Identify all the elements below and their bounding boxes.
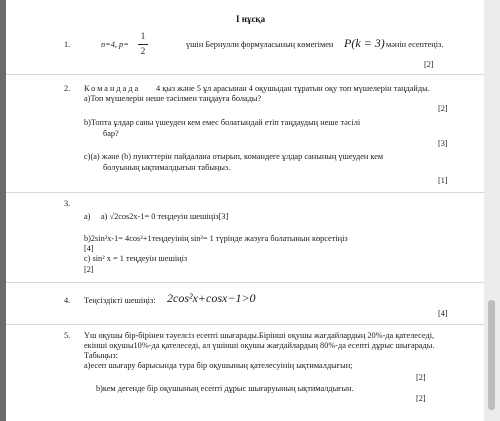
divider bbox=[6, 192, 484, 193]
q2-lead: Командада bbox=[84, 84, 141, 93]
q2-part-b-line1: b)Топта ұлдар саны үшеуден кем емес болатындай етіп таңдаудың неше тәсілі bbox=[84, 118, 361, 127]
q1-text-end: мәнін есептеңіз. bbox=[386, 40, 444, 49]
q5-line2: екінші оқушы10%-да қателеседі, ал үшінші оқушы жағдайлардың 80%-да есепті дұрыс шығарады. bbox=[84, 341, 435, 350]
q5-part-b-mark: [2] bbox=[416, 394, 426, 403]
vertical-scrollbar[interactable] bbox=[484, 0, 500, 421]
q4-number: 4. bbox=[64, 296, 71, 305]
q4-expression: 2cos²x+cosx−1>0 bbox=[167, 291, 256, 305]
q5-part-a: а)есеп шығару барысында тура бір оқушының қателесуінің ықтималдығын; bbox=[84, 361, 353, 370]
q5-number: 5. bbox=[64, 331, 71, 340]
q2-part-a: а)Топ мүшелерін неше тәсілмен таңдауға болады? bbox=[84, 94, 262, 103]
scrollbar-thumb[interactable] bbox=[488, 300, 495, 410]
q5-part-b: b)кем дегенде бір оқушының есепті дұрыс шығаруының ықтималдығын. bbox=[96, 384, 354, 393]
variant-title: І нұсқа bbox=[236, 14, 266, 24]
q3-part-a: а) √2cos2x-1= 0 теңдеуін шешіңіз[3] bbox=[101, 212, 229, 221]
divider bbox=[6, 282, 484, 283]
q1-frac-bar bbox=[138, 44, 148, 45]
q3-part-b: b)2sin²x-1= 4cos²+1теңдеуінің sin²= 1 түрінде жазуға болатынын көрсетіңіз bbox=[84, 234, 348, 243]
q5-line1: Үш оқушы бір-бірінен тәуелсіз есепті шығарады.Бірінші оқушы жағдайлардың 20%-да қателеседі, bbox=[84, 331, 435, 340]
q1-expression: P(k = 3) bbox=[344, 36, 385, 50]
q1-text: үшін Бернулли формуласының көмегімен bbox=[186, 40, 334, 49]
q2-number: 2. bbox=[64, 84, 71, 93]
q5-line3: Табыңыз: bbox=[84, 351, 118, 360]
q3-number: 3. bbox=[64, 199, 71, 208]
q2-part-c-line1: c)(a) және (b) пункттерін пайдалана отырып, командеге ұлдар санының үшеуден кем bbox=[84, 152, 384, 161]
q1-mark: [2] bbox=[424, 60, 434, 69]
divider bbox=[6, 74, 484, 75]
q2-part-c-line2: болуының ықтималдығын табыңыз. bbox=[103, 163, 231, 172]
q1-vars: n=4, p= bbox=[101, 40, 129, 49]
q2-part-c-mark: [1] bbox=[438, 176, 448, 185]
document-page bbox=[6, 0, 484, 421]
q3-part-a-label: а) bbox=[84, 212, 91, 221]
q2-part-b-mark: [3] bbox=[438, 139, 448, 148]
q1-number: 1. bbox=[64, 40, 71, 49]
divider bbox=[6, 324, 484, 325]
q2-part-a-mark: [2] bbox=[438, 104, 448, 113]
q4-text: Теңсіздікті шешіңіз: bbox=[84, 296, 156, 305]
q2-part-b-line2: бар? bbox=[103, 129, 119, 138]
q3-part-c: c) sin² x = 1 теңдеуін шешіңіз bbox=[84, 254, 188, 263]
q3-part-c-mark: [2] bbox=[84, 265, 94, 274]
q4-mark: [4] bbox=[438, 309, 448, 318]
q2-line1: 4 қыз және 5 ұл арасынан 4 оқушыдан тұратын оқу топ мүшелерін таңдайды. bbox=[156, 84, 430, 93]
q3-part-b-mark: [4] bbox=[84, 244, 94, 253]
q1-frac-numerator: 1 bbox=[140, 31, 146, 41]
q1-frac-denominator: 2 bbox=[140, 46, 146, 56]
q5-part-a-mark: [2] bbox=[416, 373, 426, 382]
